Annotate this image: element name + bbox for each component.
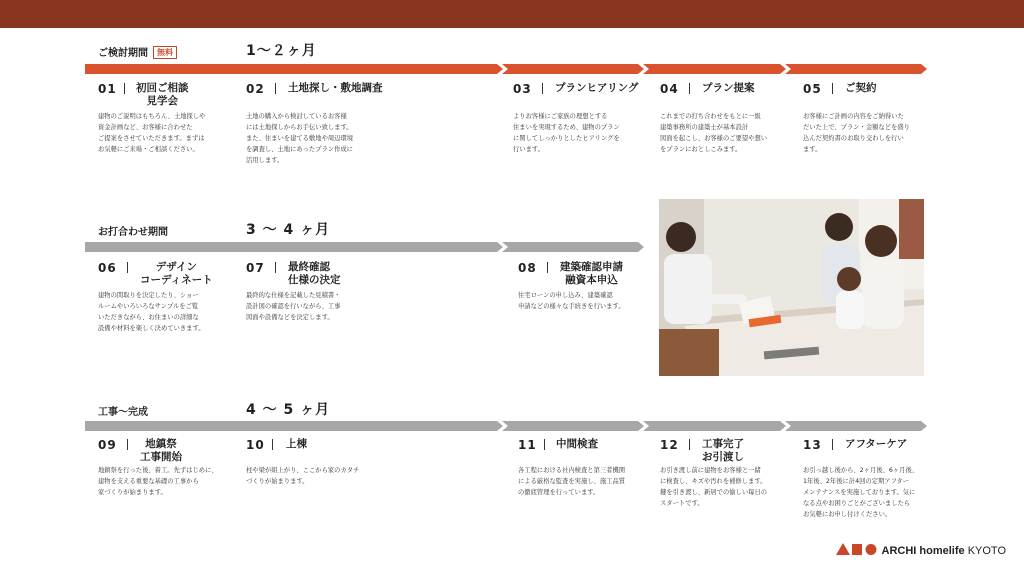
step-description: 建物のご説明はもちろん、土地探しや 資金計画など、お客様に合わせた ご提案をさせていただきます。まずは お気軽にご来場・ご相談ください。 <box>98 113 206 153</box>
top-banner <box>0 0 1024 28</box>
step-number: 02 <box>246 82 265 96</box>
step-divider <box>124 83 125 94</box>
step-description: 各工程における社内検査と第三者機関 による厳格な監査を実施し、施工品質 の徹底管理を行っています。 <box>518 467 626 496</box>
step-number: 04 <box>660 82 679 96</box>
step-number: 08 <box>518 261 537 275</box>
timeline-arrow-row2 <box>85 242 645 252</box>
phase-label-construction: 工事～完成 <box>98 407 148 418</box>
step-number: 01 <box>98 82 117 96</box>
step-title: デザイン コーディネート <box>140 261 213 286</box>
step-divider <box>832 83 833 94</box>
step-description: よりお客様にご家族の理想とする 住まいを実現するため、建物のプラン に関してしっかりとしたヒアリングを 行います。 <box>513 113 620 153</box>
step-title: 最終確認 仕様の決定 <box>288 261 341 286</box>
consultation-photo <box>659 199 924 376</box>
step-description: これまでの打ち合わせをもとに一級 建築事務所の建築士が基本設計 図面を起こし、お客様のご要望や想い をプランにおとしこみます。 <box>660 113 768 153</box>
step-title: プラン提案 <box>702 82 755 94</box>
step-divider <box>689 83 690 94</box>
step-description: お客様にご計画の内容をご納得いた だいた上で、プラン・金額などを盛り 込んだ契約書のお取り交わしを行い ます。 <box>803 113 910 153</box>
step-description: 最終的な仕様を記載した見積書・ 設計図の確認を行いながら、工事 図面や設備などを決定します。 <box>246 292 341 321</box>
step-title: 土地探し・敷地調査 <box>288 82 383 94</box>
step-number: 10 <box>246 438 265 452</box>
step-title: 工事完了 お引渡し <box>702 438 744 463</box>
step-title: プランヒアリング <box>555 82 639 94</box>
step-title: 地鎮祭 工事開始 <box>140 438 182 463</box>
step-title: 中間検査 <box>556 438 598 450</box>
brand-shapes-icon <box>836 543 878 555</box>
phase-label-meeting: お打合わせ期間 <box>98 227 168 238</box>
step-title: 建築確認申請 融資本申込 <box>560 261 623 286</box>
brand-city: KYOTO <box>967 545 1006 557</box>
step-description: 柱や梁が組上がり、ここから家のカタチ づくりが始まります。 <box>246 467 360 485</box>
step-number: 03 <box>513 82 532 96</box>
step-number: 13 <box>803 438 822 452</box>
step-description: 土地の購入から検討しているお客様 には土地探しからお手伝い致します。 また、住まいを建てる敷地や周辺環境 を調査し、土地にあったプラン作成に 活用します。 <box>246 113 354 164</box>
step-description: 地鎮祭を行った後、着工。先ずはじめに、 建物を支える重要な基礎の工事から 家づくりが始まります。 <box>98 467 218 496</box>
step-divider <box>275 262 276 273</box>
step-title: アフターケア <box>845 438 908 450</box>
step-divider <box>547 262 548 273</box>
step-divider <box>689 439 690 450</box>
step-divider <box>275 83 276 94</box>
step-divider <box>832 439 833 450</box>
phase-duration-3: 4 ～ 5 ヶ月 <box>246 402 331 418</box>
step-title: 上棟 <box>286 438 307 450</box>
step-divider <box>127 439 128 450</box>
step-number: 05 <box>803 82 822 96</box>
step-description: 住宅ローンの申し込み、建築確認 申請などの様々な手続きを行います。 <box>518 292 625 310</box>
phase-duration-2: 3 ～ 4 ヶ月 <box>246 222 331 238</box>
step-number: 06 <box>98 261 117 275</box>
step-description: お引き渡し前に建物をお客様と一緒 に検査し、キズや汚れを補修します。 鍵を引き渡し、新居での愉しい毎日の スタートです。 <box>660 467 768 507</box>
step-divider <box>272 439 273 450</box>
step-number: 09 <box>98 438 117 452</box>
free-badge: 無料 <box>153 46 177 59</box>
brand-name: ARCHI homelife <box>881 545 965 557</box>
timeline-arrow-row3 <box>85 421 927 431</box>
step-divider <box>544 439 545 450</box>
step-number: 11 <box>518 438 537 452</box>
timeline-arrow-row1 <box>85 64 927 74</box>
step-title: 初回ご相談 見学会 <box>136 82 189 107</box>
phase-label-text: ご検討期間 <box>98 48 148 59</box>
brand-logo <box>836 543 1007 557</box>
step-divider <box>127 262 128 273</box>
step-number: 07 <box>246 261 265 275</box>
phase-label-consideration <box>98 44 177 59</box>
step-description: 建物の間取りを決定したり、ショー ルームやいろいろなサンプルをご覧 いただきながら、お住まいの詳細な 設備や材料を楽しく決めていきます。 <box>98 292 205 332</box>
step-number: 12 <box>660 438 679 452</box>
phase-duration-1: 1～２ヶ月 <box>246 43 317 59</box>
step-divider <box>542 83 543 94</box>
step-description: お引っ越し後から、2ヶ月後、6ヶ月後、 1年後、2年後に計4回の定期アフター メンテナンスを実施しております。気に なる点やお困りごとがございましたら お気軽にお申し付けください。 <box>803 467 919 518</box>
step-title: ご契約 <box>845 82 877 94</box>
